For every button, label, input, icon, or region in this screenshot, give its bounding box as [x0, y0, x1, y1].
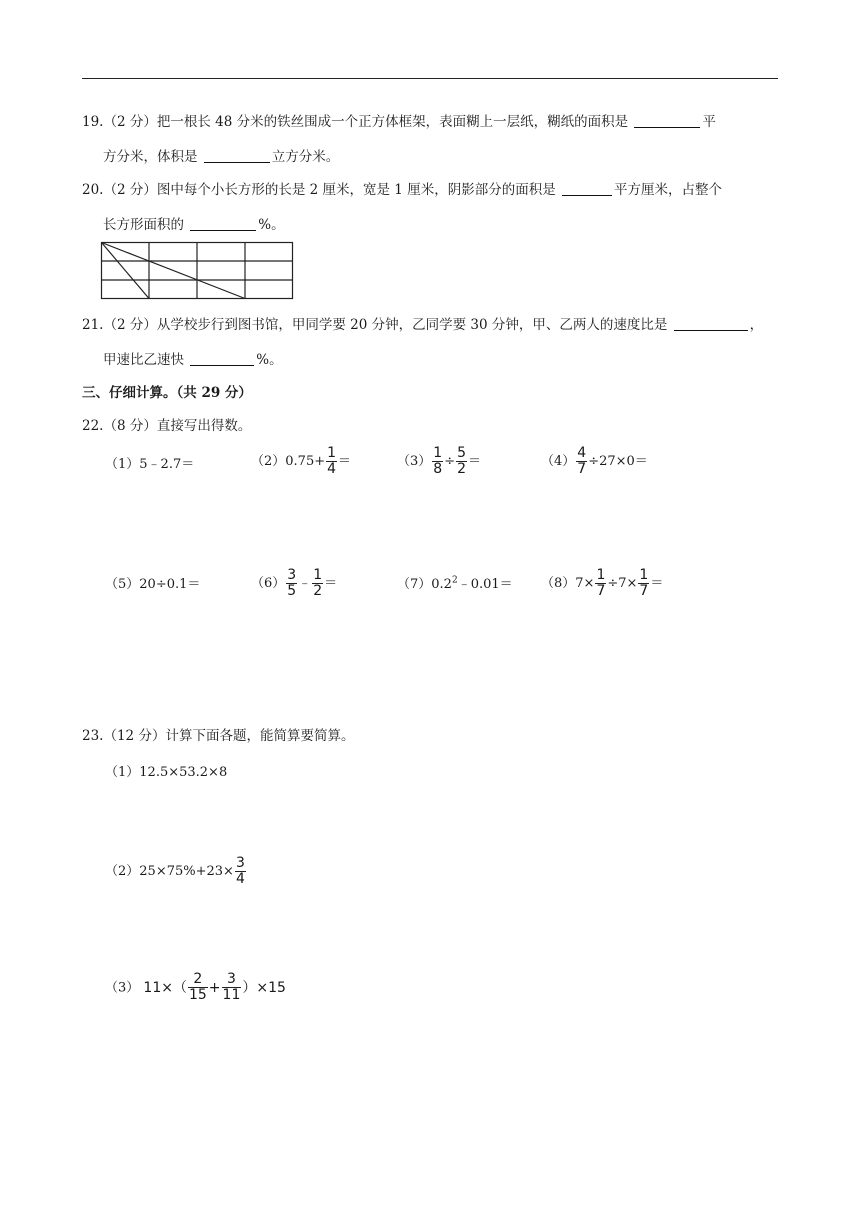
- q22-p2-prefix: （2）0.75+: [251, 454, 326, 470]
- question-21-text-2: 甲速比乙速快: [103, 352, 184, 368]
- question-20-text-4: %。: [258, 217, 285, 233]
- q22-p3-prefix: （3）: [397, 454, 432, 470]
- fraction: [638, 568, 649, 599]
- q22-p4-suffix: ÷27×0＝: [588, 454, 648, 470]
- exponent: 2: [451, 575, 458, 586]
- question-21-text-3: %。: [256, 352, 283, 368]
- q22-problem-8: [541, 568, 663, 599]
- question-20-line-2: [103, 213, 285, 233]
- question-19-line-1: [82, 110, 716, 130]
- q22-problem-2: [251, 446, 351, 477]
- denominator: 2: [457, 461, 467, 478]
- q22-p8-middle: ÷7×: [607, 576, 638, 592]
- diagonal-line-1: [102, 243, 150, 299]
- q23-p2-prefix: （2）25×75%+23×: [105, 864, 234, 880]
- q23-p3-prefix: 11×（: [143, 979, 187, 996]
- q23-problem-2: [105, 856, 247, 887]
- fraction: [456, 446, 467, 477]
- section-3-title: 三、仔细计算。（共 29 分）: [82, 385, 252, 401]
- question-23-title: 23.（12 分）计算下面各题，能简算要简算。: [82, 728, 355, 744]
- q22-problem-7: [397, 573, 513, 592]
- question-20-line-1: [82, 178, 722, 198]
- diagonal-line-2: [102, 243, 246, 299]
- fraction: [222, 972, 242, 1003]
- grid-figure: [100, 241, 294, 301]
- denominator: 5: [287, 583, 297, 600]
- fraction: [576, 446, 587, 477]
- header-rule: [82, 78, 778, 79]
- operator: ﹣: [298, 576, 312, 592]
- q23-problem-1: （1）12.5×53.2×8: [105, 765, 228, 780]
- numerator: 1: [639, 567, 649, 583]
- question-19-text-2: 方分米，体积是: [103, 149, 198, 165]
- fraction: [312, 568, 323, 599]
- denominator: 7: [639, 583, 649, 600]
- denominator: 11: [222, 987, 241, 1004]
- numerator: 3: [226, 971, 236, 987]
- q23-problem-3: [105, 972, 286, 1003]
- denominator: 4: [235, 871, 245, 888]
- q22-p7-suffix: ﹣0.01＝: [457, 577, 513, 592]
- denominator: 2: [313, 583, 323, 600]
- question-19-text-3: 立方分米。: [271, 149, 340, 165]
- operator: +: [208, 979, 221, 996]
- question-19-tail: 平: [702, 114, 716, 130]
- q23-p3-suffix: ）×15: [242, 979, 286, 996]
- q23-p3-expression: [143, 971, 286, 1004]
- denominator: 15: [188, 987, 207, 1004]
- denominator: 4: [327, 461, 337, 478]
- question-20-text-3: 长方形面积的: [103, 217, 184, 233]
- q22-p8-suffix: ＝: [650, 576, 664, 592]
- q22-problem-6: [251, 568, 337, 599]
- fraction: [326, 446, 337, 477]
- fraction: [595, 568, 606, 599]
- numerator: 3: [287, 567, 297, 583]
- answer-blank-21b[interactable]: [190, 351, 254, 366]
- q22-p8-prefix: （8）7×: [541, 576, 595, 592]
- denominator: 8: [433, 461, 443, 478]
- numerator: 3: [235, 855, 245, 871]
- denominator: 7: [577, 461, 587, 478]
- numerator: 2: [193, 971, 203, 987]
- fraction: [432, 446, 443, 477]
- q22-p6-prefix: （6）: [251, 576, 286, 592]
- question-20-text: 20.（2 分）图中每个小长方形的长是 2 厘米，宽是 1 厘米，阴影部分的面积是: [82, 182, 556, 198]
- answer-blank-19a[interactable]: [634, 113, 700, 128]
- fraction: [235, 856, 246, 887]
- question-19-text: 19.（2 分）把一根长 48 分米的铁丝围成一个正方体框架，表面糊上一层纸，糊纸的面积是: [82, 114, 629, 130]
- numerator: 4: [577, 445, 587, 461]
- answer-blank-20a[interactable]: [562, 181, 612, 196]
- numerator: 5: [457, 445, 467, 461]
- q22-problem-4: [541, 446, 648, 477]
- q22-p4-prefix: （4）: [541, 454, 576, 470]
- question-21-tail: ，: [749, 317, 764, 333]
- q22-problem-1: （1）5﹣2.7＝: [105, 457, 195, 472]
- q22-p7-prefix: （7）0.2: [397, 577, 452, 592]
- q22-problem-5: （5）20÷0.1＝: [105, 577, 201, 592]
- question-21-line-1: [82, 313, 763, 333]
- answer-blank-20b[interactable]: [190, 216, 256, 231]
- question-20-text-2: 平方厘米，占整个: [614, 182, 722, 198]
- question-19-line-2: [103, 145, 339, 165]
- question-22-title: 22.（8 分）直接写出得数。: [82, 418, 252, 434]
- operator: ÷: [444, 454, 456, 470]
- question-21-text: 21.（2 分）从学校步行到图书馆，甲同学要 20 分钟，乙同学要 30 分钟，甲、乙两人的速度比是: [82, 317, 668, 333]
- answer-blank-21a[interactable]: [674, 316, 748, 331]
- numerator: 1: [596, 567, 606, 583]
- numerator: 1: [433, 445, 443, 461]
- q22-p3-suffix: ＝: [468, 454, 482, 470]
- answer-blank-19b[interactable]: [204, 148, 270, 163]
- fraction: [188, 972, 208, 1003]
- numerator: 1: [313, 567, 323, 583]
- question-21-line-2: [103, 348, 283, 368]
- q22-p2-suffix: ＝: [338, 454, 352, 470]
- q22-problem-3: [397, 446, 481, 477]
- denominator: 7: [596, 583, 606, 600]
- q22-p6-suffix: ＝: [324, 576, 338, 592]
- q23-p3-label: （3）: [105, 980, 140, 996]
- fraction: [286, 568, 297, 599]
- numerator: 1: [327, 445, 337, 461]
